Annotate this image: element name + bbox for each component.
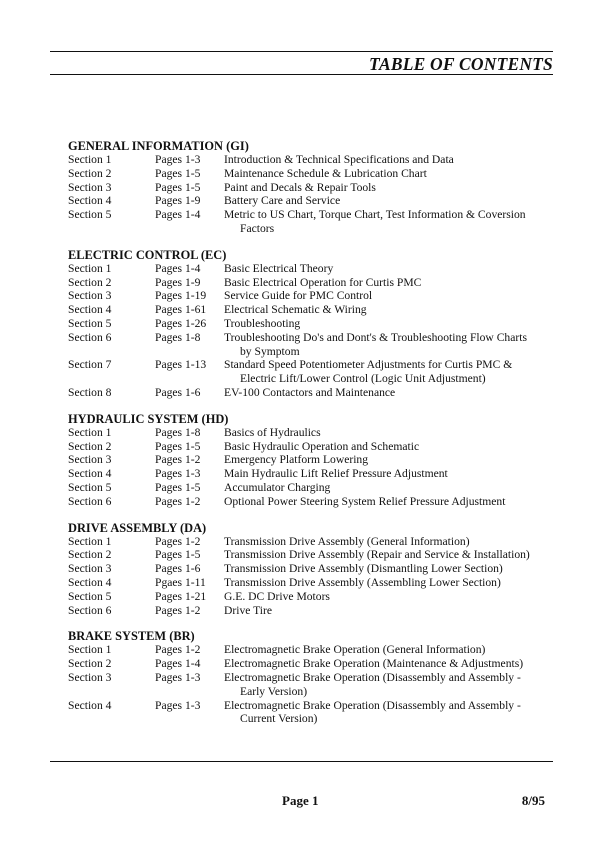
toc-entry-description: [224, 604, 553, 618]
toc-entry: [68, 495, 553, 509]
toc-entry: [68, 194, 553, 208]
toc-entry-description-line: Service Guide for PMC Control: [224, 289, 373, 303]
toc-entry-section: Section 6: [68, 603, 112, 617]
toc-entry-description: [224, 208, 553, 236]
toc-entry-section: Section 2: [68, 439, 112, 453]
toc-entry-pages: Pages 1-8: [155, 425, 201, 439]
toc-entry-description-line: EV-100 Contactors and Maintenance: [224, 385, 396, 399]
toc-entry-section: Section 3: [68, 670, 112, 684]
toc-section: [68, 248, 553, 400]
toc-entry: [68, 386, 553, 400]
toc-entry-pages: Pages 1-6: [155, 562, 201, 576]
toc-entry-description: [224, 289, 553, 303]
toc-entry: [68, 590, 553, 604]
toc-entry-description: [224, 331, 553, 359]
toc-entry: [68, 303, 553, 317]
toc-entry-description-line: Accumulator Charging: [224, 480, 331, 494]
toc-entry-description-line: Paint and Decals & Repair Tools: [224, 180, 376, 194]
toc-entry-section: Section 4: [68, 698, 112, 712]
toc-entry-description-line: Early Version): [240, 684, 308, 698]
toc-entry-description: [224, 453, 553, 467]
toc-entry: [68, 358, 553, 386]
toc-entry-description: [224, 535, 553, 549]
toc-entry: [68, 657, 553, 671]
toc-entry-description-line: Electrical Schematic & Wiring: [224, 303, 367, 317]
toc-entry: [68, 643, 553, 657]
toc-entry: [68, 181, 553, 195]
header-rule-top: [50, 51, 553, 52]
page-number: Page 1: [282, 793, 319, 808]
toc-entry: [68, 576, 553, 590]
toc-entry-section: Section 8: [68, 385, 112, 399]
toc-entry-pages: Pages 1-9: [155, 194, 201, 208]
toc-entry-pages: Pages 1-19: [155, 289, 207, 303]
toc-entry-pages: Pages 1-9: [155, 275, 201, 289]
toc-section: [68, 521, 553, 618]
toc-entry-pages: Pages 1-3: [155, 698, 201, 712]
toc-entry-pages: Pages 1-2: [155, 643, 201, 657]
toc-entry-description: [224, 481, 553, 495]
toc-entry: [68, 548, 553, 562]
toc-entry-description-line: Basic Electrical Operation for Curtis PMC: [224, 275, 422, 289]
toc-entry-pages: Pages 1-5: [155, 480, 201, 494]
toc-entry-description-line: Electromagnetic Brake Operation (General Information): [224, 643, 486, 657]
toc-entry-section: Section 5: [68, 480, 112, 494]
toc-entry-description: [224, 153, 553, 167]
toc-entry-description-line: Optional Power Steering System Relief Pressure Adjustment: [224, 494, 506, 508]
toc-entry-pages: Pages 1-2: [155, 603, 201, 617]
toc-entry-description-line: Factors: [240, 221, 275, 235]
toc-entry-section: Section 1: [68, 643, 112, 657]
toc-entry-description: [224, 167, 553, 181]
toc-entry-pages: Pages 1-6: [155, 385, 201, 399]
toc-entry-pages: Pages 1-5: [155, 439, 201, 453]
toc-entry-description: [224, 657, 553, 671]
toc-entry: [68, 331, 553, 359]
toc-entry: [68, 317, 553, 331]
toc-entry: [68, 440, 553, 454]
toc-entry-description-line: Basic Electrical Theory: [224, 261, 334, 275]
toc-entry: [68, 699, 553, 727]
toc-entry: [68, 153, 553, 167]
toc-entry-description-line: Electromagnetic Brake Operation (Maintenance & Adjustments): [224, 657, 524, 671]
toc-entry: [68, 535, 553, 549]
toc-entry: [68, 262, 553, 276]
toc-entry-description: [224, 548, 553, 562]
toc-entry-section: Section 1: [68, 425, 112, 439]
toc-entry-section: Section 4: [68, 194, 112, 208]
toc-section-title: HYDRAULIC SYSTEM (HD): [68, 411, 229, 426]
toc-entry-description: [224, 262, 553, 276]
toc-entry-description: [224, 194, 553, 208]
toc-entry-pages: Pages 1-3: [155, 153, 201, 166]
toc-entry-section: Section 2: [68, 166, 112, 180]
toc-entry-description: [224, 699, 553, 727]
toc-section: [68, 412, 553, 509]
header-rule-bottom: [50, 74, 553, 75]
page-title: TABLE OF CONTENTS: [369, 54, 553, 74]
toc-entry-section: Section 3: [68, 453, 112, 467]
toc-entry-section: Section 3: [68, 289, 112, 303]
toc-entry-description-line: Emergency Platform Lowering: [224, 453, 369, 467]
toc-entry-description-line: Basics of Hydraulics: [224, 425, 321, 439]
toc-entry-pages: Pages 1-61: [155, 303, 207, 317]
toc-section-title: BRAKE SYSTEM (BR): [68, 629, 195, 644]
toc-entry-pages: Pages 1-5: [155, 548, 201, 562]
toc-entry-section: Section 1: [68, 153, 112, 166]
toc-entry-description: [224, 576, 553, 590]
toc-entry-section: Section 3: [68, 180, 112, 194]
toc-entry: [68, 671, 553, 699]
toc-entry-section: Section 5: [68, 589, 112, 603]
toc-entry-description-line: Transmission Drive Assembly (General Information): [224, 534, 470, 548]
toc-section-title: DRIVE ASSEMBLY (DA): [68, 520, 207, 535]
toc-section-title: GENERAL INFORMATION (GI): [68, 139, 249, 153]
toc-entry-description-line: Transmission Drive Assembly (Dismantling Lower Section): [224, 562, 503, 576]
toc-entry: [68, 562, 553, 576]
toc-entry: [68, 167, 553, 181]
toc-entry-description-line: Drive Tire: [224, 603, 272, 617]
toc-entry: [68, 276, 553, 290]
toc-entry-description-line: G.E. DC Drive Motors: [224, 589, 330, 603]
toc-entry-section: Section 4: [68, 303, 112, 317]
toc-entry-pages: Pages 1-2: [155, 534, 201, 548]
toc-entry-pages: Pages 1-4: [155, 261, 201, 275]
toc-entry: [68, 604, 553, 618]
toc-entry-description: [224, 303, 553, 317]
toc-entry-description: [224, 440, 553, 454]
toc-entry-section: Section 2: [68, 275, 112, 289]
toc-entry-section: Section 6: [68, 330, 112, 344]
toc-entry-pages: Pgaes 1-11: [155, 575, 206, 589]
toc-entry-section: Section 4: [68, 467, 112, 481]
toc-entry: [68, 426, 553, 440]
toc-entry-section: Section 5: [68, 316, 112, 330]
toc-entry-section: Section 7: [68, 358, 112, 372]
toc-entry-description-line: Troubleshooting Do's and Dont's & Troubleshooting Flow Charts: [224, 330, 527, 344]
toc-entry-description-line: Introduction & Technical Specifications and Data: [224, 153, 454, 166]
toc-entry-description: [224, 671, 553, 699]
toc-section: [68, 629, 553, 726]
toc-section: [68, 139, 553, 236]
toc-entry-section: Section 2: [68, 548, 112, 562]
toc-entry-pages: Pages 1-8: [155, 330, 201, 344]
toc-entry: [68, 481, 553, 495]
toc-entry: [68, 453, 553, 467]
toc-entry-pages: Pages 1-2: [155, 494, 201, 508]
toc-entry-description-line: Electromagnetic Brake Operation (Disassembly and Assembly -: [224, 670, 521, 684]
table-of-contents: [68, 139, 553, 738]
toc-entry-section: Section 1: [68, 534, 112, 548]
toc-entry-section: Section 4: [68, 575, 112, 589]
toc-entry-pages: Pages 1-5: [155, 166, 201, 180]
toc-entry-description-line: Transmission Drive Assembly (Assembling Lower Section): [224, 575, 501, 589]
toc-entry-description-line: Electromagnetic Brake Operation (Disassembly and Assembly -: [224, 698, 521, 712]
toc-entry-description-line: Electric Lift/Lower Control (Logic Unit Adjustment): [240, 372, 486, 386]
toc-entry-pages: Pages 1-2: [155, 453, 201, 467]
toc-entry: [68, 208, 553, 236]
toc-entry-pages: Pages 1-4: [155, 657, 201, 671]
toc-entry-pages: Pages 1-13: [155, 358, 207, 372]
toc-entry-description-line: Battery Care and Service: [224, 194, 341, 208]
toc-entry: [68, 467, 553, 481]
toc-entry-pages: Pages 1-4: [155, 208, 201, 222]
toc-entry-pages: Pages 1-21: [155, 589, 207, 603]
toc-entry-section: Section 5: [68, 208, 112, 222]
toc-entry-section: Section 2: [68, 657, 112, 671]
toc-entry-description-line: Metric to US Chart, Torque Chart, Test Information & Coversion: [224, 208, 526, 222]
toc-entry-description: [224, 590, 553, 604]
toc-entry-description: [224, 181, 553, 195]
toc-entry-description-line: Current Version): [240, 712, 318, 726]
toc-entry-pages: Pages 1-5: [155, 180, 201, 194]
toc-entry-description-line: by Symptom: [240, 344, 300, 358]
toc-entry-section: Section 1: [68, 261, 112, 275]
toc-entry-description-line: Maintenance Schedule & Lubrication Chart: [224, 166, 427, 180]
toc-entry-description: [224, 495, 553, 509]
footer-rule: [50, 761, 553, 762]
toc-entry-description-line: Basic Hydraulic Operation and Schematic: [224, 439, 420, 453]
toc-entry-section: Section 3: [68, 562, 112, 576]
toc-entry-description: [224, 386, 553, 400]
toc-entry-description: [224, 276, 553, 290]
toc-entry-section: Section 6: [68, 494, 112, 508]
toc-entry-description: [224, 317, 553, 331]
toc-section-title: ELECTRIC CONTROL (EC): [68, 247, 227, 262]
toc-entry-pages: Pages 1-3: [155, 467, 201, 481]
toc-entry-description: [224, 562, 553, 576]
revision-date: 8/95: [521, 793, 545, 808]
toc-entry-description-line: Standard Speed Potentiometer Adjustments for Curtis PMC &: [224, 358, 513, 372]
toc-entry-pages: Pages 1-26: [155, 316, 207, 330]
toc-entry: [68, 289, 553, 303]
toc-entry-description: [224, 467, 553, 481]
toc-entry-description: [224, 643, 553, 657]
toc-entry-pages: Pages 1-3: [155, 670, 201, 684]
toc-entry-description-line: Transmission Drive Assembly (Repair and Service & Installation): [224, 548, 530, 562]
toc-entry-description-line: Troubleshooting: [224, 316, 301, 330]
toc-entry-description: [224, 426, 553, 440]
toc-entry-description: [224, 358, 553, 386]
toc-entry-description-line: Main Hydraulic Lift Relief Pressure Adjustment: [224, 467, 448, 481]
